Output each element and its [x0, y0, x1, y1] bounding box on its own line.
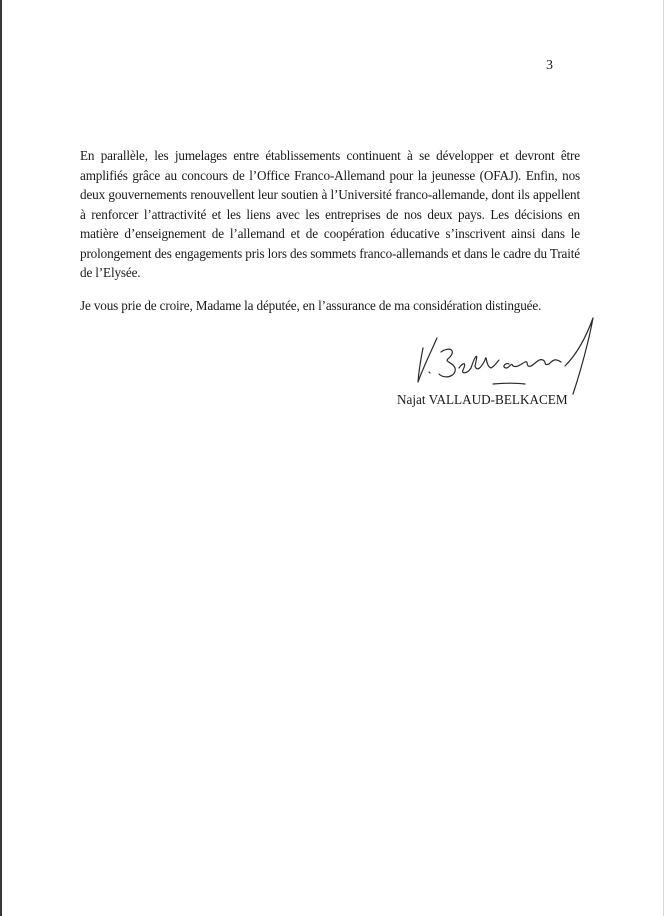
page-left-edge — [0, 0, 2, 916]
page-right-edge — [663, 0, 664, 916]
handwritten-signature — [405, 310, 605, 395]
closing-paragraph: Je vous prie de croire, Madame la députée, en l’assurance de ma considération distinguée. — [80, 298, 542, 313]
body-paragraph: En parallèle, les jumelages entre établissements continuent à se développer et devront être amplifiés grâce au concours de l’Office Franco-Allemand pour la jeunesse (OFAJ). Enfin, nos deux gouvernements renouvellent leur soutien à l’Université franco-allemande, dont ils appellent à renforcer l’attractivité et les liens avec les entreprises de nos deux pays. Les décisions en matière d’enseignement de l’allemand et de coopération éducative s’inscrivent ainsi dans le prolongement des engagements pris lors des sommets franco-allemands et dans le cadre du Traité de l’Elysée. — [80, 148, 580, 280]
page-number: 3 — [546, 58, 553, 73]
signatory-name: Najat VALLAUD-BELKACEM — [397, 392, 568, 407]
